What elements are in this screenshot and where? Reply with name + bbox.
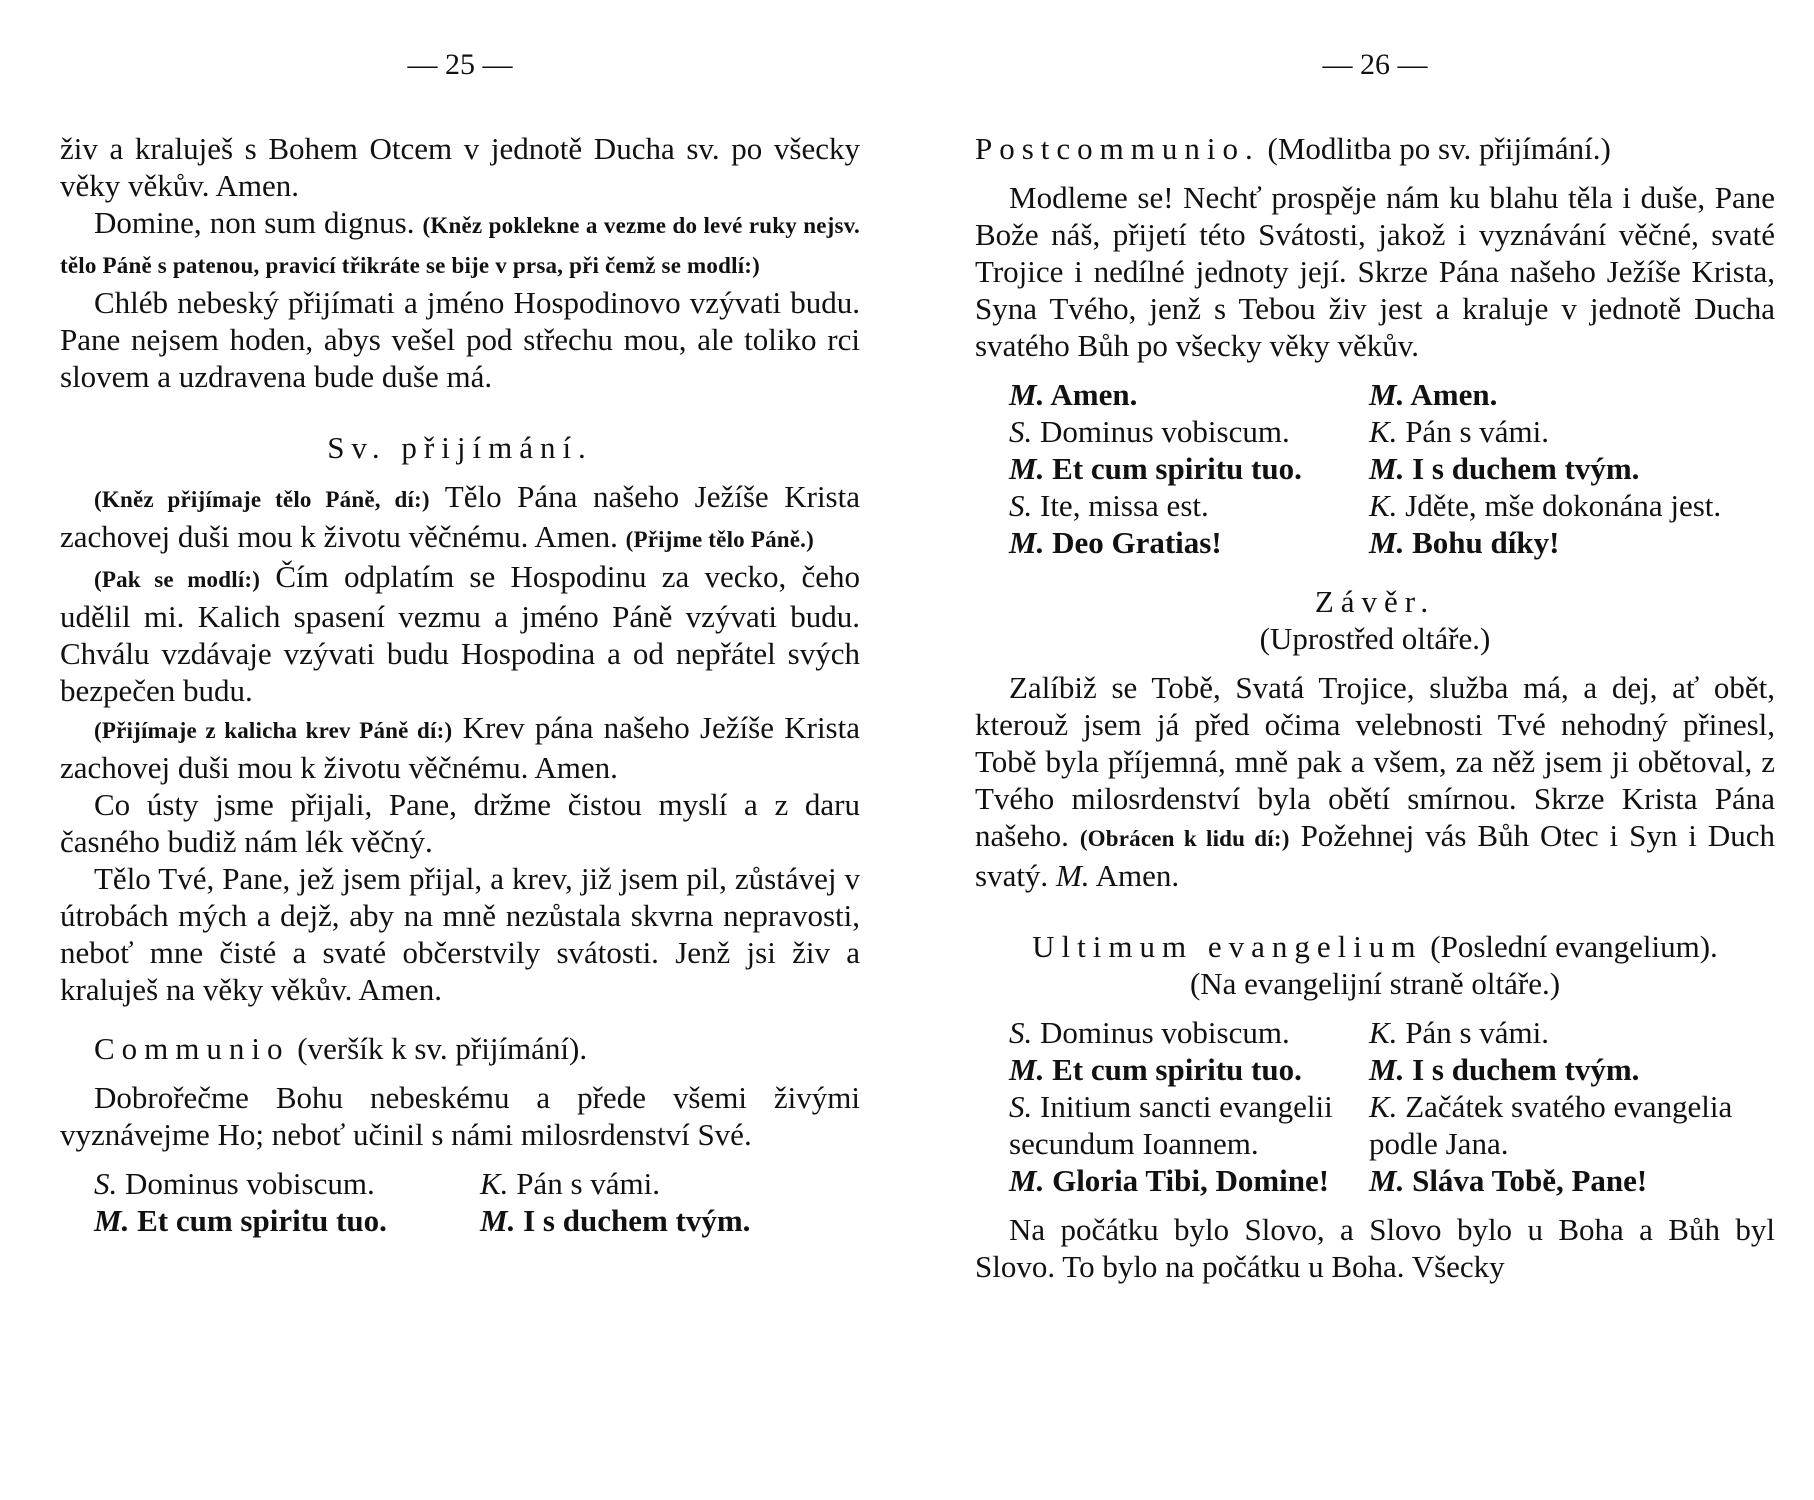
role-marker: M. — [1369, 1052, 1405, 1087]
dialog-text: Dominus vobiscum. — [125, 1166, 375, 1201]
dialog-text: I s duchem tvým. — [1412, 451, 1640, 486]
page-number: — 26 — — [1322, 48, 1428, 81]
dialog-row — [975, 450, 1775, 487]
heading-rest: (Modlitba po sv. přijímání.) — [1267, 131, 1611, 166]
dialog-row — [975, 1088, 1775, 1162]
dialog-text: Dominus vobiscum. — [1040, 1015, 1290, 1050]
dialog-text: Začátek svatého evangelia podle Jana. — [1369, 1089, 1733, 1161]
dialog-row — [60, 1165, 860, 1202]
section-subheading: (Na evangelijní straně oltáře.) — [1189, 966, 1561, 1001]
paragraph — [60, 709, 860, 786]
role-marker: S. — [94, 1166, 118, 1201]
dialog-text: Pán s vámi. — [1405, 414, 1549, 449]
rubric: (Kněz přijímaje tělo Páně, dí:) — [94, 487, 430, 512]
dialog-text: Initium sancti evangelii secundum Ioannem. — [1009, 1089, 1333, 1161]
paragraph: Na počátku bylo Slovo, a Slovo bylo u Boha a Bůh byl Slovo. To bylo na počátku u Boha. Všecky — [975, 1212, 1775, 1284]
paragraph: Tělo Tvé, Pane, jež jsem přijal, a krev, již jsem pil, zůstávej v útrobách mých a dejž, aby na mně nezůstala skvrna nepravosti, neboť mne čisté a svaté občerstvily svátosti. Jenž jsi živ a kraluješ na věky věkův. Amen. — [60, 861, 860, 1007]
dialog-row — [975, 524, 1775, 561]
role-marker: M. — [1009, 451, 1045, 486]
page-left — [60, 0, 860, 1500]
heading-spaced: Ultimum evangelium — [1032, 929, 1423, 964]
paragraph: Chléb nebeský přijímati a jméno Hospodinovo vzývati budu. Pane nejsem hoden, abys vešel pod střechu mou, ale toliko rci slovem a uzdravena bude duše má. — [60, 285, 860, 394]
dialog-text: Amen. — [1050, 377, 1138, 412]
paragraph — [60, 478, 860, 558]
role-marker: K. — [1369, 1015, 1398, 1050]
heading-rest: (veršík k sv. přijímání). — [297, 1031, 588, 1066]
role-marker: M. — [1369, 377, 1405, 412]
paragraph: Co ústy jsme přijali, Pane, držme čistou myslí a z daru časného budiž nám lék věčný. — [60, 787, 860, 859]
prayer-text: Amen. — [1095, 858, 1180, 893]
paragraph — [60, 204, 860, 284]
rubric: (Pak se modlí:) — [94, 567, 261, 592]
page-body — [975, 130, 1775, 1285]
role-marker: M. — [1009, 1052, 1045, 1087]
section-heading: Závěr. — [1314, 584, 1436, 619]
dialog-row — [975, 413, 1775, 450]
dialog-text: Et cum spiritu tuo. — [1052, 1052, 1302, 1087]
dialog-row — [975, 487, 1775, 524]
prayer-text: Zalíbiž se Tobě, Svatá Trojice, služba má, a dej, ať obět, kterouž jsem já před očima velebnosti Tvé nehodný přinesl, Tobě byla příjemná, mně pak a všem, za něž jsem ji obětoval, z Tvého milosrdenství byla obětí smírnou. Skrze Krista Pána našeho. — [975, 670, 1775, 853]
dialog-text: Dominus vobiscum. — [1040, 414, 1290, 449]
rubric: (Obrácen k lidu dí:) — [1079, 826, 1290, 851]
role-marker: M. — [1055, 858, 1090, 893]
role-marker: M. — [1009, 377, 1045, 412]
dialog-text: Ite, missa est. — [1040, 488, 1209, 523]
dialog-text: Deo Gratias! — [1052, 525, 1222, 560]
role-marker: M. — [1369, 525, 1405, 560]
dialog-text: Et cum spiritu tuo. — [137, 1203, 387, 1238]
role-marker: M. — [1369, 1163, 1405, 1198]
paragraph — [60, 558, 860, 709]
rubric: (Kněz poklekne a vezme do levé ruky nejsv. tělo Páně s patenou, pravicí třikráte se bije v prsa, při čemž se modlí:) — [60, 213, 860, 278]
role-marker: K. — [1369, 414, 1398, 449]
dialog-text: Pán s vámi. — [516, 1166, 660, 1201]
dialog-text: Amen. — [1410, 377, 1498, 412]
role-marker: M. — [1009, 525, 1045, 560]
paragraph: Modleme se! Nechť prospěje nám ku blahu těla i duše, Pane Bože náš, přijetí této Svátosti, jakož i vyznávání věčné, svaté Trojice i nedílné jednoty její. Skrze Pána našeho Ježíše Krista, Syna Tvého, jenž s Tebou živ jest a kraluje v jednotě Ducha svatého Bůh po všecky věky věkův. — [975, 180, 1775, 363]
role-marker: M. — [480, 1203, 516, 1238]
role-marker: M. — [94, 1203, 130, 1238]
dialog-text: I s duchem tvým. — [1412, 1052, 1640, 1087]
role-marker: K. — [1369, 488, 1398, 523]
dialog-text: Bohu díky! — [1412, 525, 1560, 560]
paragraph — [975, 669, 1775, 894]
role-marker: S. — [1009, 1015, 1033, 1050]
role-marker: M. — [1369, 451, 1405, 486]
section-heading — [60, 1030, 860, 1067]
page-right — [975, 0, 1775, 1500]
dialog-text: Et cum spiritu tuo. — [1052, 451, 1302, 486]
section-heading — [975, 130, 1775, 167]
role-marker: S. — [1009, 488, 1033, 523]
dialog-text: I s duchem tvým. — [523, 1203, 751, 1238]
section-heading — [975, 928, 1775, 965]
page-number: — 25 — — [407, 48, 513, 81]
dialog-row — [975, 1051, 1775, 1088]
dialog-row — [60, 1202, 860, 1239]
heading-spaced: Communio — [94, 1031, 290, 1066]
paragraph: živ a kraluješ s Bohem Otcem v jednotě Ducha sv. po všecky věky věkův. Amen. — [60, 131, 860, 203]
page-body — [60, 130, 860, 1239]
section-heading: Sv. přijímání. — [327, 430, 593, 465]
dialog-row — [975, 1014, 1775, 1051]
dialog-text: Pán s vámi. — [1405, 1015, 1549, 1050]
prayer-text: Tělo Pána našeho Ježíše Krista zachovej duši mou k životu věčnému. Amen. — [60, 479, 860, 554]
paragraph: Dobrořečme Bohu nebeskému a přede všemi živými vyznávejme Ho; neboť učinil s námi milosrdenství Své. — [60, 1080, 860, 1152]
prayer-text: Požehnej vás Bůh Otec i Syn i Duch svatý. — [975, 818, 1776, 893]
rubric: (Přijímaje z kalicha krev Páně dí:) — [94, 718, 453, 743]
heading-rest: (Poslední evangelium). — [1430, 929, 1718, 964]
dialog-text: Jděte, mše dokonána jest. — [1405, 488, 1722, 523]
dialog-text: Sláva Tobě, Pane! — [1412, 1163, 1648, 1198]
rubric: (Přijme tělo Páně.) — [625, 527, 814, 552]
role-marker: K. — [480, 1166, 509, 1201]
heading-spaced: Postcommunio. — [975, 131, 1260, 166]
prayer-text: Čím odplatím se Hospodinu za vecko, čeho udělil mi. Kalich spasení vezmu a jméno Páně vzývati budu. Chválu vzdávaje vzývati budu Hospodina a od nepřátel svých bezpečen budu. — [60, 559, 860, 708]
role-marker: K. — [1369, 1089, 1398, 1124]
role-marker: S. — [1009, 414, 1033, 449]
dialog-text: Gloria Tibi, Domine! — [1052, 1163, 1330, 1198]
section-subheading: (Uprostřed oltáře.) — [1259, 621, 1491, 656]
dialog-row — [975, 376, 1775, 413]
role-marker: S. — [1009, 1089, 1033, 1124]
role-marker: M. — [1009, 1163, 1045, 1198]
latin-text: Domine, non sum dignus. — [94, 205, 415, 240]
dialog-row — [975, 1162, 1775, 1199]
prayer-text: Krev pána našeho Ježíše Krista zachovej duši mou k životu věčnému. Amen. — [60, 710, 860, 785]
